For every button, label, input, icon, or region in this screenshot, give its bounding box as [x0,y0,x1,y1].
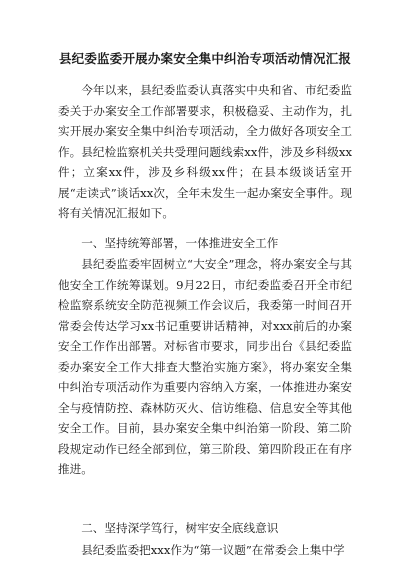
section-2-heading: 二、坚持深学笃行，树牢安全底线意识 [81,521,279,535]
section-1-paragraph: 县纪委监委牢固树立“大安全”理念，将办案安全与其他安全工作统筹谋划。9月22日，市纪委监委召开全市纪检监察系统安全防范视频工作会议后，我委第一时间召开常委会传达学习xx书记重要讲话精神，对xxx前后的办案安全工作作出部署。对标省市要求，同步出台《县纪委监委办案安全工作大排查大整治实施方案》，将办案安全集中纠治专项活动作为重要内容纳入方案，一体推进办案安全与疫情防控、森林防灭火、信访维稳、信息安全等其他安全工作。目前，县办案安全集中纠治第一阶段、第二阶段规定动作已经全部到位，第三阶段、第四阶段正在有序推进。 [58,257,352,476]
intro-paragraph: 今年以来，县纪委监委认真落实中央和省、市纪委监委关于办案安全工作部署要求，积极稳妥、主动作为，扎实开展办案安全集中纠治专项活动，全力做好各项安全工作。县纪检监察机关共受理问题线索xx件，涉及乡科级xx件；立案xx件，涉及乡科级xx件；在县本级谈话室开展“走读式”谈话xx次，全年未发生一起办案安全事件。现将有关情况汇报如下。 [58,83,352,220]
document-title: 县纪委监委开展办案安全集中纠治专项活动情况汇报 [58,51,352,66]
section-1-heading: 一、坚持统筹部署，一体推进安全工作 [81,236,279,250]
section-2-paragraph: 县纪委监委把xxx作为“第一议题”在常委会上集中学 [81,543,345,557]
